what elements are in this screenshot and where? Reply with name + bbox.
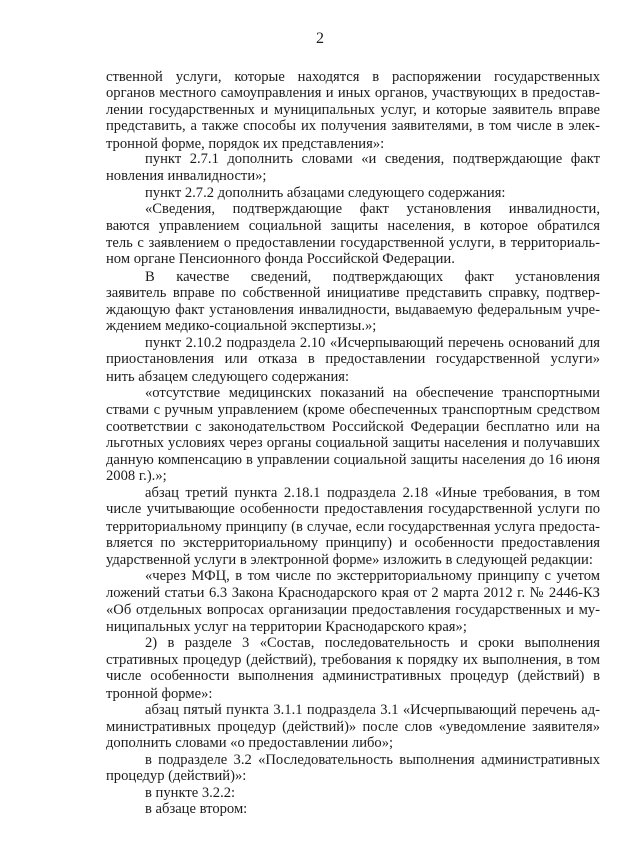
text-line: пункт 2.10.2 подраздела 2.10 «Исчерпывающий перечень оснований для <box>145 334 600 351</box>
text-line: «отсутствие медицинских показаний на обеспечение транспортными <box>145 385 600 402</box>
text-line: тель с заявлением о предоставлении государственной услуги, в территориаль- <box>106 234 600 251</box>
text-line: ственной услуги, которые находятся в распоряжении государственных <box>106 69 600 85</box>
text-line: дополнить словами «о предоставлении либо»; <box>106 735 394 751</box>
text-line: В качестве сведений, подтверждающих факт установления <box>145 268 600 285</box>
text-line: органов местного самоуправления и иных органов, участвующих в предостав- <box>106 85 600 102</box>
text-line: пункт 2.7.2 дополнить абзацами следующего содержания: <box>145 185 506 202</box>
text-line: абзац третий пункта 2.18.1 подраздела 2.18 «Иные требования, в том <box>145 484 600 501</box>
text-line: ниципальных услуг на территории Краснодарского края»; <box>106 618 467 635</box>
text-line: льготных условиях через органы социальной защиты населения и получавших <box>106 435 600 452</box>
text-line: стративных процедур (действий), требования к порядку их выполнения, в том <box>106 651 600 668</box>
text-line: тронной форме, порядок их представления»: <box>106 135 385 152</box>
text-line: лении государственных и муниципальных услуг, и которые заявитель вправе <box>106 101 600 118</box>
page-number: 2 <box>316 30 324 47</box>
text-line: пункт 2.7.1 дополнить словами «и сведения, подтверждающие факт <box>145 151 600 168</box>
text-line: ваются управлением социальной защиты населения, в которое обратился <box>106 218 600 235</box>
text-line: процедур (действий)»: <box>106 768 247 784</box>
text-line: новления инвалидности»; <box>106 167 267 184</box>
text-line: министративных процедур (действий)» после слов «уведомление заявителя» <box>106 718 600 735</box>
text-line: нить абзацем следующего содержания: <box>106 368 350 385</box>
text-line: тронной форме»: <box>106 685 213 702</box>
text-line: ударственной услуги в электронной форме» изложить в следующей редакции: <box>106 551 593 568</box>
text-line: представить, а также способы их получения заявителями, в том числе в элек- <box>106 118 600 135</box>
text-line: данную компенсацию в управлении социальной защиты населения до 16 июня <box>106 451 600 468</box>
text-line: ждающую факт установления инвалидности, выдаваемую федеральным учре- <box>106 301 600 318</box>
text-line: числе особенности выполнения административных процедур (действий) в <box>106 668 600 685</box>
text-line: «Сведения, подтверждающие факт установления инвалидности, <box>145 200 600 217</box>
text-line: ложений статьи 6.3 Закона Краснодарского края от 2 марта 2012 г. № 2446-КЗ <box>106 584 600 601</box>
text-line: «через МФЦ, в том числе по экстерриториальному принципу с учетом <box>145 568 600 585</box>
text-line: приостановления или отказа в предоставлении государственной услуги» <box>106 351 600 368</box>
text-line: заявитель вправе по собственной инициативе представить справку, подтвер- <box>106 285 600 302</box>
text-line: числе учитывающие особенности предоставления государственной услуги по <box>106 501 600 518</box>
text-line: вляется по экстерриториальному принципу) и особенности предоставления <box>106 535 600 552</box>
text-line: «Об отдельных вопросах организации предоставления государственных и му- <box>106 602 600 619</box>
text-line: в пункте 3.2.2: <box>145 784 236 801</box>
text-line: ном органе Пенсионного фонда Российской Федерации. <box>106 251 455 268</box>
text-line: 2) в разделе 3 «Состав, последовательность и сроки выполнения <box>145 635 600 652</box>
text-line: абзац пятый пункта 3.1.1 подраздела 3.1 «Исчерпывающий перечень ад- <box>145 702 600 718</box>
text-line: территориальному принципу (в случае, если государственная услуга предоста- <box>106 518 600 535</box>
text-line: 2008 г.).»; <box>106 468 167 485</box>
text-line: ждением медико-социальной экспертизы.»; <box>106 318 377 335</box>
text-line: соответствии с законодательством Российской Федерации бесплатно или на <box>106 418 600 435</box>
text-line: ствами с ручным управлением (кроме обеспеченных транспортным средством <box>106 402 600 419</box>
text-line: в подразделе 3.2 «Последовательность выполнения административных <box>145 751 600 768</box>
text-line: в абзаце втором: <box>145 801 248 817</box>
